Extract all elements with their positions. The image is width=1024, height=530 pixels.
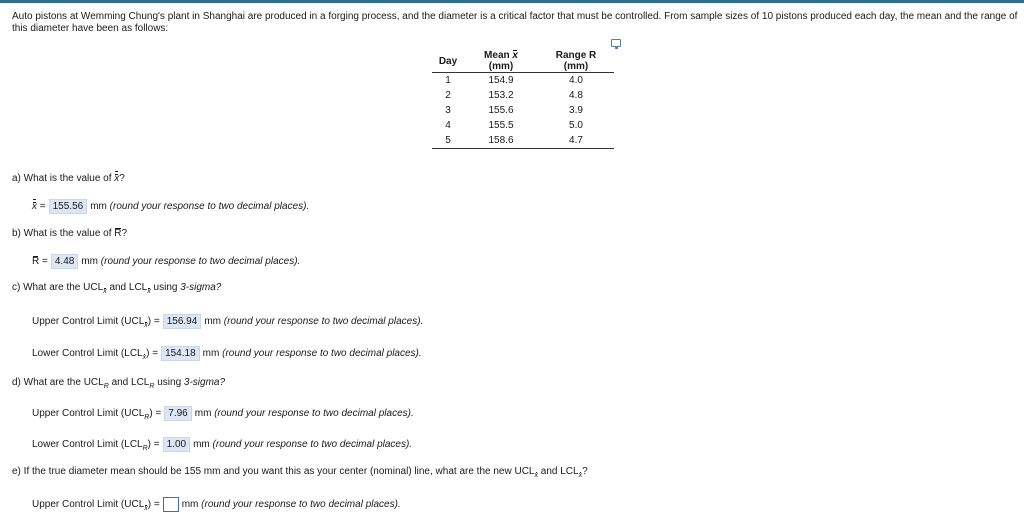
question-a: a) What is the value of x? (12, 173, 125, 184)
answer-c-lcl-value[interactable]: 154.18 (161, 346, 200, 361)
table-row: 2 153.2 4.8 (445, 90, 583, 101)
answer-d-lcl-line: Lower Control Limit $(LCL_R) = 1.00$ mm (round your response to two decimal places). (32, 439, 413, 452)
answer-c-ucl-value[interactable]: 156.94 (163, 314, 202, 329)
answer-d-ucl-line: Upper Control Limit $(UCL_R) = 7.96$ mm (round your response to two decimal places). (32, 408, 414, 421)
header-mean: Mean x (mm) (484, 50, 518, 72)
header-range: Range R (mm) (555, 50, 597, 72)
answer-d-ucl-value[interactable]: 7.96 (164, 406, 191, 421)
answer-c-ucl-line: Upper Control Limit $(UCL_x) = 156.94$ mm (round your response to two decimal places). (32, 316, 424, 329)
answer-b-value[interactable]: 4.48 (51, 254, 78, 269)
copy-table-icon[interactable] (611, 39, 621, 47)
header-day: Day (438, 55, 458, 67)
table-row: 1 154.9 4.0 (445, 75, 583, 86)
question-c: c) What are the $UCL_x$ and $LCL_x$ using 3-sigma? (12, 282, 222, 295)
problem-intro: Auto pistons at Wemming Chung's plant in Shanghai are produced in a forging process, and the diameter is a critical factor that must be controlled. From sample sizes of 10 pistons produced each day, the mean and the range of this diameter have been as follows: (12, 11, 1018, 34)
answer-a-value[interactable]: 155.56 (49, 199, 88, 214)
question-d: d) What are the $UCL_R$ and $LCL_R$ using 3-sigma? (12, 377, 226, 390)
answer-e-ucl-input[interactable] (163, 497, 179, 512)
question-b: b) What is the value of R? (12, 228, 128, 239)
answer-c-lcl-line: Lower Control Limit $(LCL_x) = 154.18$ mm (round your response to two decimal places). (32, 348, 422, 361)
table-row: 4 155.5 5.0 (445, 120, 583, 131)
answer-d-lcl-value[interactable]: 1.00 (163, 437, 190, 452)
table-row: 3 155.6 3.9 (445, 105, 583, 116)
question-e: e) If the true diameter mean should be 155 mm and you want this as your center (nominal) line, what are the new $UCL_x$ and $LCL_x$? (12, 466, 588, 479)
answer-e-ucl-line: Upper Control Limit $(UCL_x)$ = mm (round your response to two decimal places). (32, 497, 401, 512)
top-accent-bar (0, 0, 1024, 3)
table-row: 5 158.6 4.7 (432, 133, 614, 149)
data-table (432, 50, 614, 149)
answer-b-line: R = 4.48 mm (round your response to two decimal places). (32, 256, 301, 267)
answer-a-line: x = 155.56 mm (round your response to two decimal places). (32, 201, 310, 212)
